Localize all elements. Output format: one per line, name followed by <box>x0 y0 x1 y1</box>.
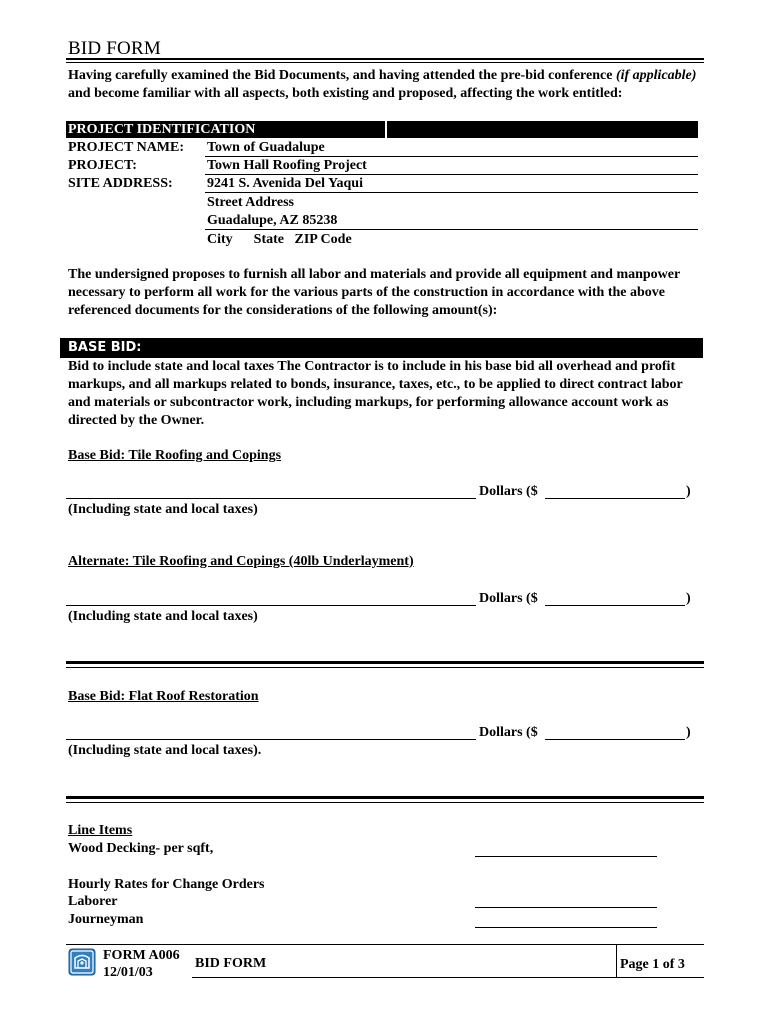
bid-item-heading: Alternate: Tile Roofing and Copings (40lb Underlayment) <box>68 554 414 569</box>
tax-note: (Including state and local taxes) <box>68 502 258 517</box>
project-identification-heading: PROJECT IDENTIFICATION <box>68 122 256 137</box>
amount-words-field[interactable] <box>66 739 476 740</box>
tax-note: (Including state and local taxes) <box>68 609 258 624</box>
close-paren: ) <box>686 725 691 740</box>
base-bid-description: Bid to include state and local taxes The Contractor is to include in his base bid all overhead and profit markups, and all markups related to bonds, insurance, taxes, etc., to be applied to direct contract labor and materials or subcontractor work, including markups, for performing allowance account work as directed by the Owner. <box>68 359 683 428</box>
journeyman-rate-field[interactable] <box>475 927 657 928</box>
site-address-value: 9241 S. Avenida Del Yaqui <box>207 176 363 191</box>
intro-text-end: and become familiar with all aspects, both existing and proposed, affecting the work entitled: <box>68 86 623 101</box>
journeyman-label: Journeyman <box>68 912 144 927</box>
form-number: FORM A006 <box>103 948 180 963</box>
base-bid-heading: BASE BID: <box>68 340 142 355</box>
city-state-zip-caption: City State ZIP Code <box>207 232 352 247</box>
dollar-amount-field[interactable] <box>545 498 685 499</box>
amount-words-field[interactable] <box>66 605 476 606</box>
footer-separator <box>616 944 617 978</box>
dollars-label: Dollars ($ <box>479 725 538 740</box>
intro-text: Having carefully examined the Bid Documents, and having attended the pre-bid conference <box>68 68 616 83</box>
footer-rule <box>66 944 704 945</box>
laborer-label: Laborer <box>68 894 118 909</box>
project-name-value: Town of Guadalupe <box>207 140 325 155</box>
tax-note: (Including state and local taxes). <box>68 743 262 758</box>
dollar-amount-field[interactable] <box>545 739 685 740</box>
page-number: Page 1 of 3 <box>620 957 685 972</box>
close-paren: ) <box>686 484 691 499</box>
intro-italic: (if applicable) <box>615 68 697 83</box>
wood-decking-rate-field[interactable] <box>475 856 657 857</box>
bid-item-heading: Base Bid: Flat Roof Restoration <box>68 689 259 704</box>
dollars-label: Dollars ($ <box>479 591 538 606</box>
footer-form-name: BID FORM <box>195 956 267 971</box>
proposal-paragraph: The undersigned proposes to furnish all labor and materials and provide all equipment and manpower necessary to perform all work for the various parts of the construction in accordance with the above referenced documents for the considerations of the following amount(s): <box>68 267 680 318</box>
seal-logo-icon <box>68 948 96 976</box>
dollar-amount-field[interactable] <box>545 605 685 606</box>
title-rule <box>66 58 704 60</box>
form-date: 12/01/03 <box>103 965 153 980</box>
section-divider-thin <box>66 802 704 803</box>
amount-words-field[interactable] <box>66 498 476 499</box>
street-address-caption: Street Address <box>207 195 294 210</box>
project-label: PROJECT: <box>68 158 137 173</box>
hourly-rates-heading: Hourly Rates for Change Orders <box>68 877 265 892</box>
bid-item-heading: Base Bid: Tile Roofing and Copings <box>68 448 282 463</box>
site-address-label: SITE ADDRESS: <box>68 176 173 191</box>
project-name-label: PROJECT NAME: <box>68 140 185 155</box>
close-paren: ) <box>686 591 691 606</box>
site-address-line <box>205 192 698 193</box>
section-divider <box>66 661 704 664</box>
laborer-rate-field[interactable] <box>475 907 657 908</box>
page-title: BID FORM <box>68 38 161 59</box>
footer-rule-bottom <box>192 977 704 978</box>
section-divider <box>66 796 704 799</box>
project-value: Town Hall Roofing Project <box>207 158 367 173</box>
city-line <box>205 229 698 230</box>
base-bid-bar <box>60 338 703 358</box>
wood-decking-label: Wood Decking- per sqft, <box>68 841 214 856</box>
city-value: Guadalupe, AZ 85238 <box>207 213 338 228</box>
intro-paragraph <box>68 67 698 103</box>
dollars-label: Dollars ($ <box>479 484 538 499</box>
line-items-heading: Line Items <box>68 823 133 838</box>
title-rule-thin <box>66 62 704 63</box>
bar-divider <box>385 121 387 138</box>
section-divider-thin <box>66 667 704 668</box>
